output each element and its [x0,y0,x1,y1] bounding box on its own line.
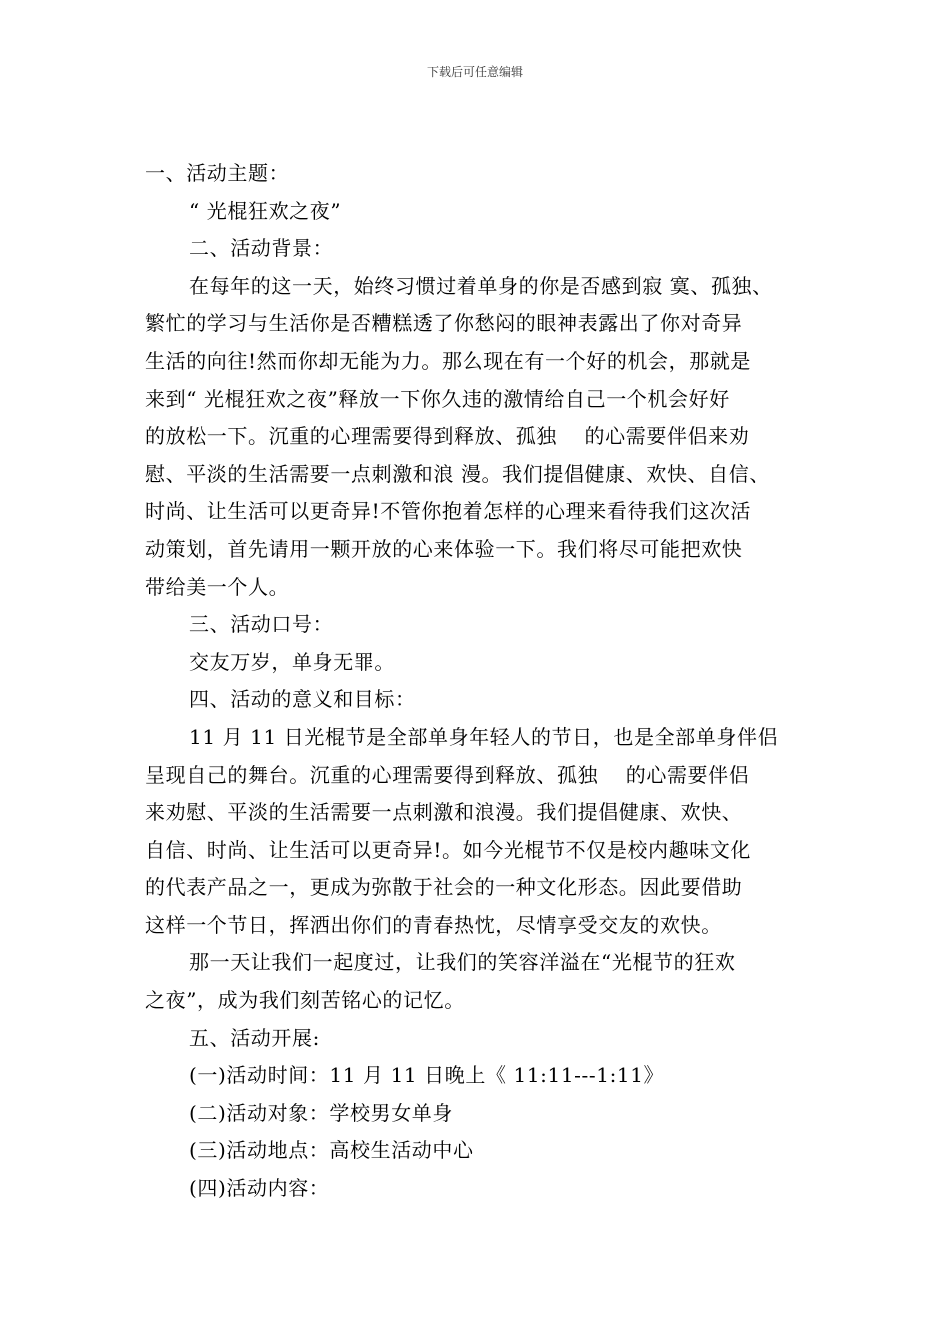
detail-item: (二)活动对象：学校男女单身 [189,1100,454,1125]
section-heading: 五、活动开展: [189,1025,320,1050]
paragraph-line: 时尚、让生活可以更奇异!不管你抱着怎样的心理来看待我们这次活 [145,499,752,524]
document-body [145,155,810,1208]
section-heading: 四、活动的意义和目标： [189,687,416,712]
paragraph-line: 这样一个节日，挥洒出你们的青春热忱，尽情享受交友的欢快。 [145,912,722,937]
paragraph-line: 自信、时尚、让生活可以更奇异!。如今光棍节不仅是校内趣味文化 [145,837,752,862]
detail-item: (三)活动地点：高校生活动中心 [189,1138,474,1163]
paragraph-line: 的代表产品之一，更成为弥散于社会的一种文化形态。因此要借助 [145,875,743,900]
slogan-line: 交友万岁，单身无罪。 [189,649,395,674]
section-heading: 三、活动口号： [189,612,334,637]
paragraph-line: 繁忙的学习与生活你是否糟糕透了你愁闷的眼神表露出了你对奇异 [145,311,743,336]
paragraph-line: 那一天让我们一起度过，让我们的笑容洋溢在“光棍节的狂欢 [189,950,736,975]
detail-item: (四)活动内容： [189,1176,330,1201]
paragraph-line: 11 月 11 日光棍节是全部单身年轻人的节日，也是全部单身伴侣 [189,724,779,749]
paragraph-line: 慰、平淡的生活需要一点刺激和浪 漫。我们提倡健康、欢快、自信、 [145,461,770,486]
detail-item: (一)活动时间：11 月 11 日晚上《 11:11---1:11》 [189,1063,665,1088]
section-heading: 一、活动主题： [145,161,290,185]
page-header: 下载后可任意编辑 [426,65,523,79]
paragraph-line: 动策划，首先请用一颗开放的心来体验一下。我们将尽可能把欢快 [145,536,743,561]
paragraph-line: 来到“ 光棍狂欢之夜”释放一下你久违的激情给自己一个机会好好 [145,386,730,411]
paragraph-line: 的放松一下。沉重的心理需要得到释放、孤独 的心需要伴侣来劝 [145,424,750,449]
paragraph-line: 在每年的这一天，始终习惯过着单身的你是否感到寂 寞、孤独、 [189,273,773,298]
paragraph-line: 带给美一个人。 [145,574,290,599]
section-heading: 二、活动背景： [189,236,334,261]
paragraph-line: 之夜”，成为我们刻苦铭心的记忆。 [145,988,465,1013]
paragraph-line: 来劝慰、平淡的生活需要一点刺激和浪漫。我们提倡健康、欢快、 [145,800,743,825]
paragraph-line: 生活的向往!然而你却无能为力。那么现在有一个好的机会，那就是 [145,348,752,373]
paragraph-line: 呈现自己的舞台。沉重的心理需要得到释放、孤独 的心需要伴侣 [145,762,750,787]
theme-title: “ 光棍狂欢之夜” [189,198,342,223]
